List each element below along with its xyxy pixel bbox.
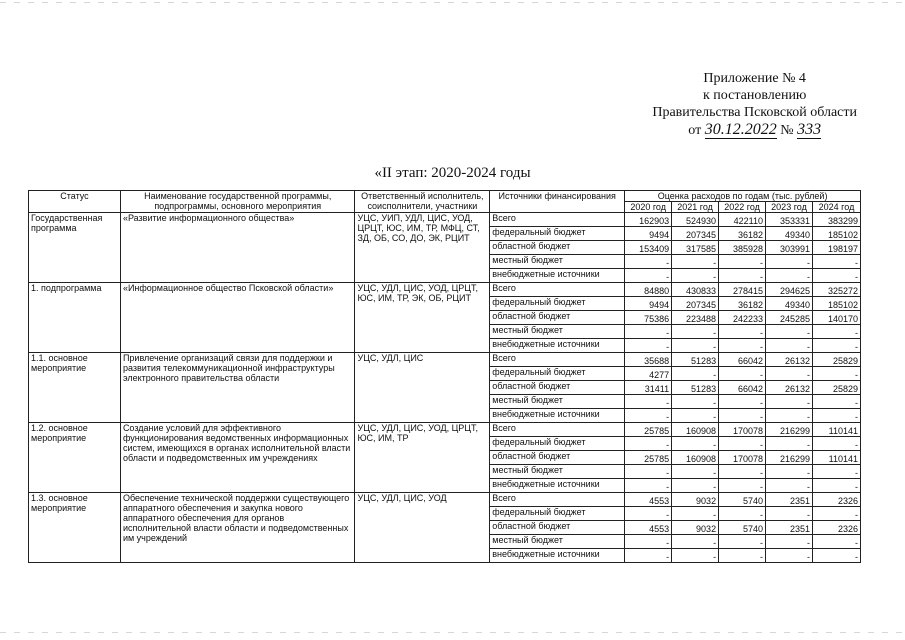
handwritten-date: 30.12.2022 bbox=[704, 121, 777, 138]
table-row bbox=[29, 353, 861, 367]
value-cell: 422110 bbox=[719, 213, 766, 227]
source-cell: областной бюджет bbox=[490, 381, 625, 395]
header-year: 2020 год bbox=[625, 202, 672, 213]
value-cell: - bbox=[812, 325, 860, 339]
value-cell: 185102 bbox=[812, 297, 860, 311]
value-cell: - bbox=[719, 409, 766, 423]
value-cell: - bbox=[812, 507, 860, 521]
table-row bbox=[29, 493, 861, 507]
value-cell: 25829 bbox=[812, 353, 860, 367]
value-cell: 303991 bbox=[766, 241, 813, 255]
value-cell: - bbox=[719, 255, 766, 269]
value-cell: 2326 bbox=[812, 521, 860, 535]
responsible-cell: УЦС, УДЛ, ЦИС, УОД bbox=[355, 493, 490, 563]
value-cell: - bbox=[672, 339, 719, 353]
source-cell: внебюджетные источники bbox=[490, 269, 625, 283]
source-cell: местный бюджет bbox=[490, 535, 625, 549]
source-cell: местный бюджет bbox=[490, 465, 625, 479]
value-cell: 162903 bbox=[625, 213, 672, 227]
stage-title: «II этап: 2020-2024 годы bbox=[374, 165, 531, 181]
table-row bbox=[29, 283, 861, 297]
value-cell: 35688 bbox=[625, 353, 672, 367]
value-cell: - bbox=[719, 437, 766, 451]
value-cell: - bbox=[812, 255, 860, 269]
value-cell: - bbox=[812, 465, 860, 479]
value-cell: - bbox=[625, 479, 672, 493]
value-cell: 317585 bbox=[672, 241, 719, 255]
value-cell: 49340 bbox=[766, 297, 813, 311]
value-cell: - bbox=[672, 409, 719, 423]
value-cell: 2351 bbox=[766, 493, 813, 507]
value-cell: - bbox=[766, 479, 813, 493]
responsible-cell: УЦС, УДЛ, ЦИС, УОД, ЦРЦТ, ЮС, ИМ, ТР bbox=[355, 423, 490, 493]
source-cell: областной бюджет bbox=[490, 311, 625, 325]
date-number-line bbox=[652, 121, 857, 139]
name-cell: Создание условий для эффективного функционирования ведомственных информационных систем, имеющихся в органах исполнительной власти области и подведомственных им учреждениях bbox=[120, 423, 355, 493]
value-cell: - bbox=[812, 409, 860, 423]
value-cell: 49340 bbox=[766, 227, 813, 241]
value-cell: 245285 bbox=[766, 311, 813, 325]
header-year: 2021 год bbox=[672, 202, 719, 213]
scan-noise-bottom bbox=[0, 632, 905, 633]
value-cell: 5740 bbox=[719, 493, 766, 507]
value-cell: - bbox=[672, 479, 719, 493]
header-year: 2024 год bbox=[812, 202, 860, 213]
value-cell: - bbox=[766, 549, 813, 563]
value-cell: - bbox=[812, 367, 860, 381]
value-cell: - bbox=[812, 339, 860, 353]
handwritten-number: 333 bbox=[797, 121, 822, 138]
value-cell: - bbox=[812, 395, 860, 409]
header-year: 2023 год bbox=[766, 202, 813, 213]
value-cell: 51283 bbox=[672, 381, 719, 395]
value-cell: 2351 bbox=[766, 521, 813, 535]
source-cell: федеральный бюджет bbox=[490, 227, 625, 241]
source-cell: внебюджетные источники bbox=[490, 549, 625, 563]
value-cell: 25829 bbox=[812, 381, 860, 395]
value-cell: - bbox=[719, 395, 766, 409]
source-cell: федеральный бюджет bbox=[490, 367, 625, 381]
value-cell: 66042 bbox=[719, 353, 766, 367]
value-cell: - bbox=[672, 507, 719, 521]
value-cell: - bbox=[766, 409, 813, 423]
value-cell: 25785 bbox=[625, 451, 672, 465]
value-cell: - bbox=[719, 479, 766, 493]
value-cell: - bbox=[625, 339, 672, 353]
source-cell: Всего bbox=[490, 213, 625, 227]
source-cell: областной бюджет bbox=[490, 521, 625, 535]
value-cell: - bbox=[719, 507, 766, 521]
source-cell: Всего bbox=[490, 493, 625, 507]
value-cell: 430833 bbox=[672, 283, 719, 297]
value-cell: 185102 bbox=[812, 227, 860, 241]
value-cell: - bbox=[625, 535, 672, 549]
value-cell: 153409 bbox=[625, 241, 672, 255]
name-cell: «Развитие информационного общества» bbox=[120, 213, 355, 283]
header-status: Статус bbox=[29, 191, 121, 213]
source-cell: федеральный бюджет bbox=[490, 507, 625, 521]
value-cell: - bbox=[719, 465, 766, 479]
value-cell: 9032 bbox=[672, 493, 719, 507]
value-cell: 160908 bbox=[672, 423, 719, 437]
value-cell: - bbox=[625, 269, 672, 283]
value-cell: - bbox=[766, 535, 813, 549]
value-cell: - bbox=[766, 325, 813, 339]
responsible-cell: УЦС, УДЛ, ЦИС, УОД, ЦРЦТ, ЮС, ИМ, ТР, ЭК, ОБ, РЦИТ bbox=[355, 283, 490, 353]
value-cell: - bbox=[766, 269, 813, 283]
value-cell: - bbox=[719, 325, 766, 339]
source-cell: Всего bbox=[490, 353, 625, 367]
value-cell: 26132 bbox=[766, 381, 813, 395]
name-cell: «Информационное общество Псковской области» bbox=[120, 283, 355, 353]
value-cell: 524930 bbox=[672, 213, 719, 227]
value-cell: 4553 bbox=[625, 521, 672, 535]
scan-noise-top bbox=[0, 2, 905, 3]
source-cell: местный бюджет bbox=[490, 325, 625, 339]
value-cell: - bbox=[625, 507, 672, 521]
value-cell: - bbox=[812, 549, 860, 563]
value-cell: 278415 bbox=[719, 283, 766, 297]
value-cell: 385928 bbox=[719, 241, 766, 255]
value-cell: 110141 bbox=[812, 423, 860, 437]
value-cell: 207345 bbox=[672, 297, 719, 311]
value-cell: - bbox=[766, 339, 813, 353]
expenses-table bbox=[28, 190, 861, 563]
value-cell: - bbox=[625, 255, 672, 269]
name-cell: Привлечение организаций связи для поддержки и развития телекоммуникационной инфраструктуры электронного правительства области bbox=[120, 353, 355, 423]
responsible-cell: УЦС, УИП, УДЛ, ЦИС, УОД, ЦРЦТ, ЮС, ИМ, ТР, МФЦ, СТ, ЗД, ОБ, СО, ДО, ЭК, РЦИТ bbox=[355, 213, 490, 283]
value-cell: - bbox=[766, 465, 813, 479]
source-cell: местный бюджет bbox=[490, 255, 625, 269]
value-cell: - bbox=[625, 465, 672, 479]
value-cell: 5740 bbox=[719, 521, 766, 535]
source-cell: областной бюджет bbox=[490, 451, 625, 465]
table-row bbox=[29, 423, 861, 437]
value-cell: 66042 bbox=[719, 381, 766, 395]
source-cell: внебюджетные источники bbox=[490, 339, 625, 353]
table-row bbox=[29, 213, 861, 227]
value-cell: - bbox=[719, 549, 766, 563]
value-cell: 31411 bbox=[625, 381, 672, 395]
header-responsible: Ответственный исполнитель, соисполнители, участники bbox=[355, 191, 490, 213]
value-cell: 216299 bbox=[766, 451, 813, 465]
value-cell: - bbox=[672, 325, 719, 339]
source-cell: областной бюджет bbox=[490, 241, 625, 255]
resolution-line: к постановлению bbox=[702, 88, 807, 103]
from-label: от bbox=[688, 123, 702, 138]
value-cell: 170078 bbox=[719, 423, 766, 437]
value-cell: 75386 bbox=[625, 311, 672, 325]
value-cell: - bbox=[812, 535, 860, 549]
header-sources: Источники финансирования bbox=[490, 191, 625, 213]
value-cell: - bbox=[766, 437, 813, 451]
value-cell: 160908 bbox=[672, 451, 719, 465]
government-line: Правительства Псковской области bbox=[652, 105, 857, 120]
value-cell: - bbox=[672, 437, 719, 451]
value-cell: - bbox=[719, 535, 766, 549]
status-cell: Государственная программа bbox=[29, 213, 121, 283]
appendix-header bbox=[652, 70, 857, 139]
value-cell: 26132 bbox=[766, 353, 813, 367]
header-estimate: Оценка расходов по годам (тыс. рублей) bbox=[625, 191, 861, 202]
value-cell: 140170 bbox=[812, 311, 860, 325]
value-cell: 294625 bbox=[766, 283, 813, 297]
value-cell: - bbox=[672, 269, 719, 283]
value-cell: - bbox=[766, 507, 813, 521]
value-cell: 2326 bbox=[812, 493, 860, 507]
value-cell: - bbox=[719, 367, 766, 381]
number-label: № bbox=[780, 123, 794, 138]
value-cell: - bbox=[625, 549, 672, 563]
value-cell: - bbox=[766, 367, 813, 381]
header-name: Наименование государственной программы, подпрограммы, основного мероприятия bbox=[120, 191, 355, 213]
value-cell: 242233 bbox=[719, 311, 766, 325]
value-cell: - bbox=[672, 535, 719, 549]
value-cell: - bbox=[625, 325, 672, 339]
name-cell: Обеспечение технической поддержки существующего аппаратного обеспечения и закупка нового аппаратного обеспечения для органов исполнительной власти области и подведомственных им учреждений bbox=[120, 493, 355, 563]
status-cell: 1. подпрограмма bbox=[29, 283, 121, 353]
source-cell: внебюджетные источники bbox=[490, 479, 625, 493]
status-cell: 1.3. основное мероприятие bbox=[29, 493, 121, 563]
value-cell: 207345 bbox=[672, 227, 719, 241]
value-cell: 216299 bbox=[766, 423, 813, 437]
status-cell: 1.1. основное мероприятие bbox=[29, 353, 121, 423]
responsible-cell: УЦС, УДЛ, ЦИС bbox=[355, 353, 490, 423]
value-cell: - bbox=[812, 437, 860, 451]
value-cell: - bbox=[625, 437, 672, 451]
value-cell: - bbox=[719, 339, 766, 353]
value-cell: - bbox=[625, 395, 672, 409]
value-cell: 9494 bbox=[625, 227, 672, 241]
value-cell: 25785 bbox=[625, 423, 672, 437]
source-cell: Всего bbox=[490, 423, 625, 437]
value-cell: 36182 bbox=[719, 297, 766, 311]
value-cell: - bbox=[672, 367, 719, 381]
value-cell: - bbox=[766, 255, 813, 269]
value-cell: - bbox=[766, 395, 813, 409]
header-year: 2022 год bbox=[719, 202, 766, 213]
value-cell: - bbox=[672, 255, 719, 269]
source-cell: федеральный бюджет bbox=[490, 437, 625, 451]
value-cell: 223488 bbox=[672, 311, 719, 325]
value-cell: - bbox=[719, 269, 766, 283]
value-cell: - bbox=[672, 465, 719, 479]
source-cell: Всего bbox=[490, 283, 625, 297]
value-cell: 353331 bbox=[766, 213, 813, 227]
value-cell: 9032 bbox=[672, 521, 719, 535]
source-cell: местный бюджет bbox=[490, 395, 625, 409]
value-cell: 110141 bbox=[812, 451, 860, 465]
source-cell: федеральный бюджет bbox=[490, 297, 625, 311]
value-cell: 383299 bbox=[812, 213, 860, 227]
value-cell: 4553 bbox=[625, 493, 672, 507]
value-cell: 4277 bbox=[625, 367, 672, 381]
value-cell: - bbox=[672, 549, 719, 563]
value-cell: - bbox=[812, 269, 860, 283]
value-cell: 170078 bbox=[719, 451, 766, 465]
value-cell: 325272 bbox=[812, 283, 860, 297]
source-cell: внебюджетные источники bbox=[490, 409, 625, 423]
value-cell: 9494 bbox=[625, 297, 672, 311]
status-cell: 1.2. основное мероприятие bbox=[29, 423, 121, 493]
value-cell: 84880 bbox=[625, 283, 672, 297]
value-cell: - bbox=[625, 409, 672, 423]
value-cell: 36182 bbox=[719, 227, 766, 241]
appendix-line: Приложение № 4 bbox=[703, 71, 806, 86]
value-cell: 198197 bbox=[812, 241, 860, 255]
value-cell: - bbox=[672, 395, 719, 409]
value-cell: - bbox=[812, 479, 860, 493]
value-cell: 51283 bbox=[672, 353, 719, 367]
